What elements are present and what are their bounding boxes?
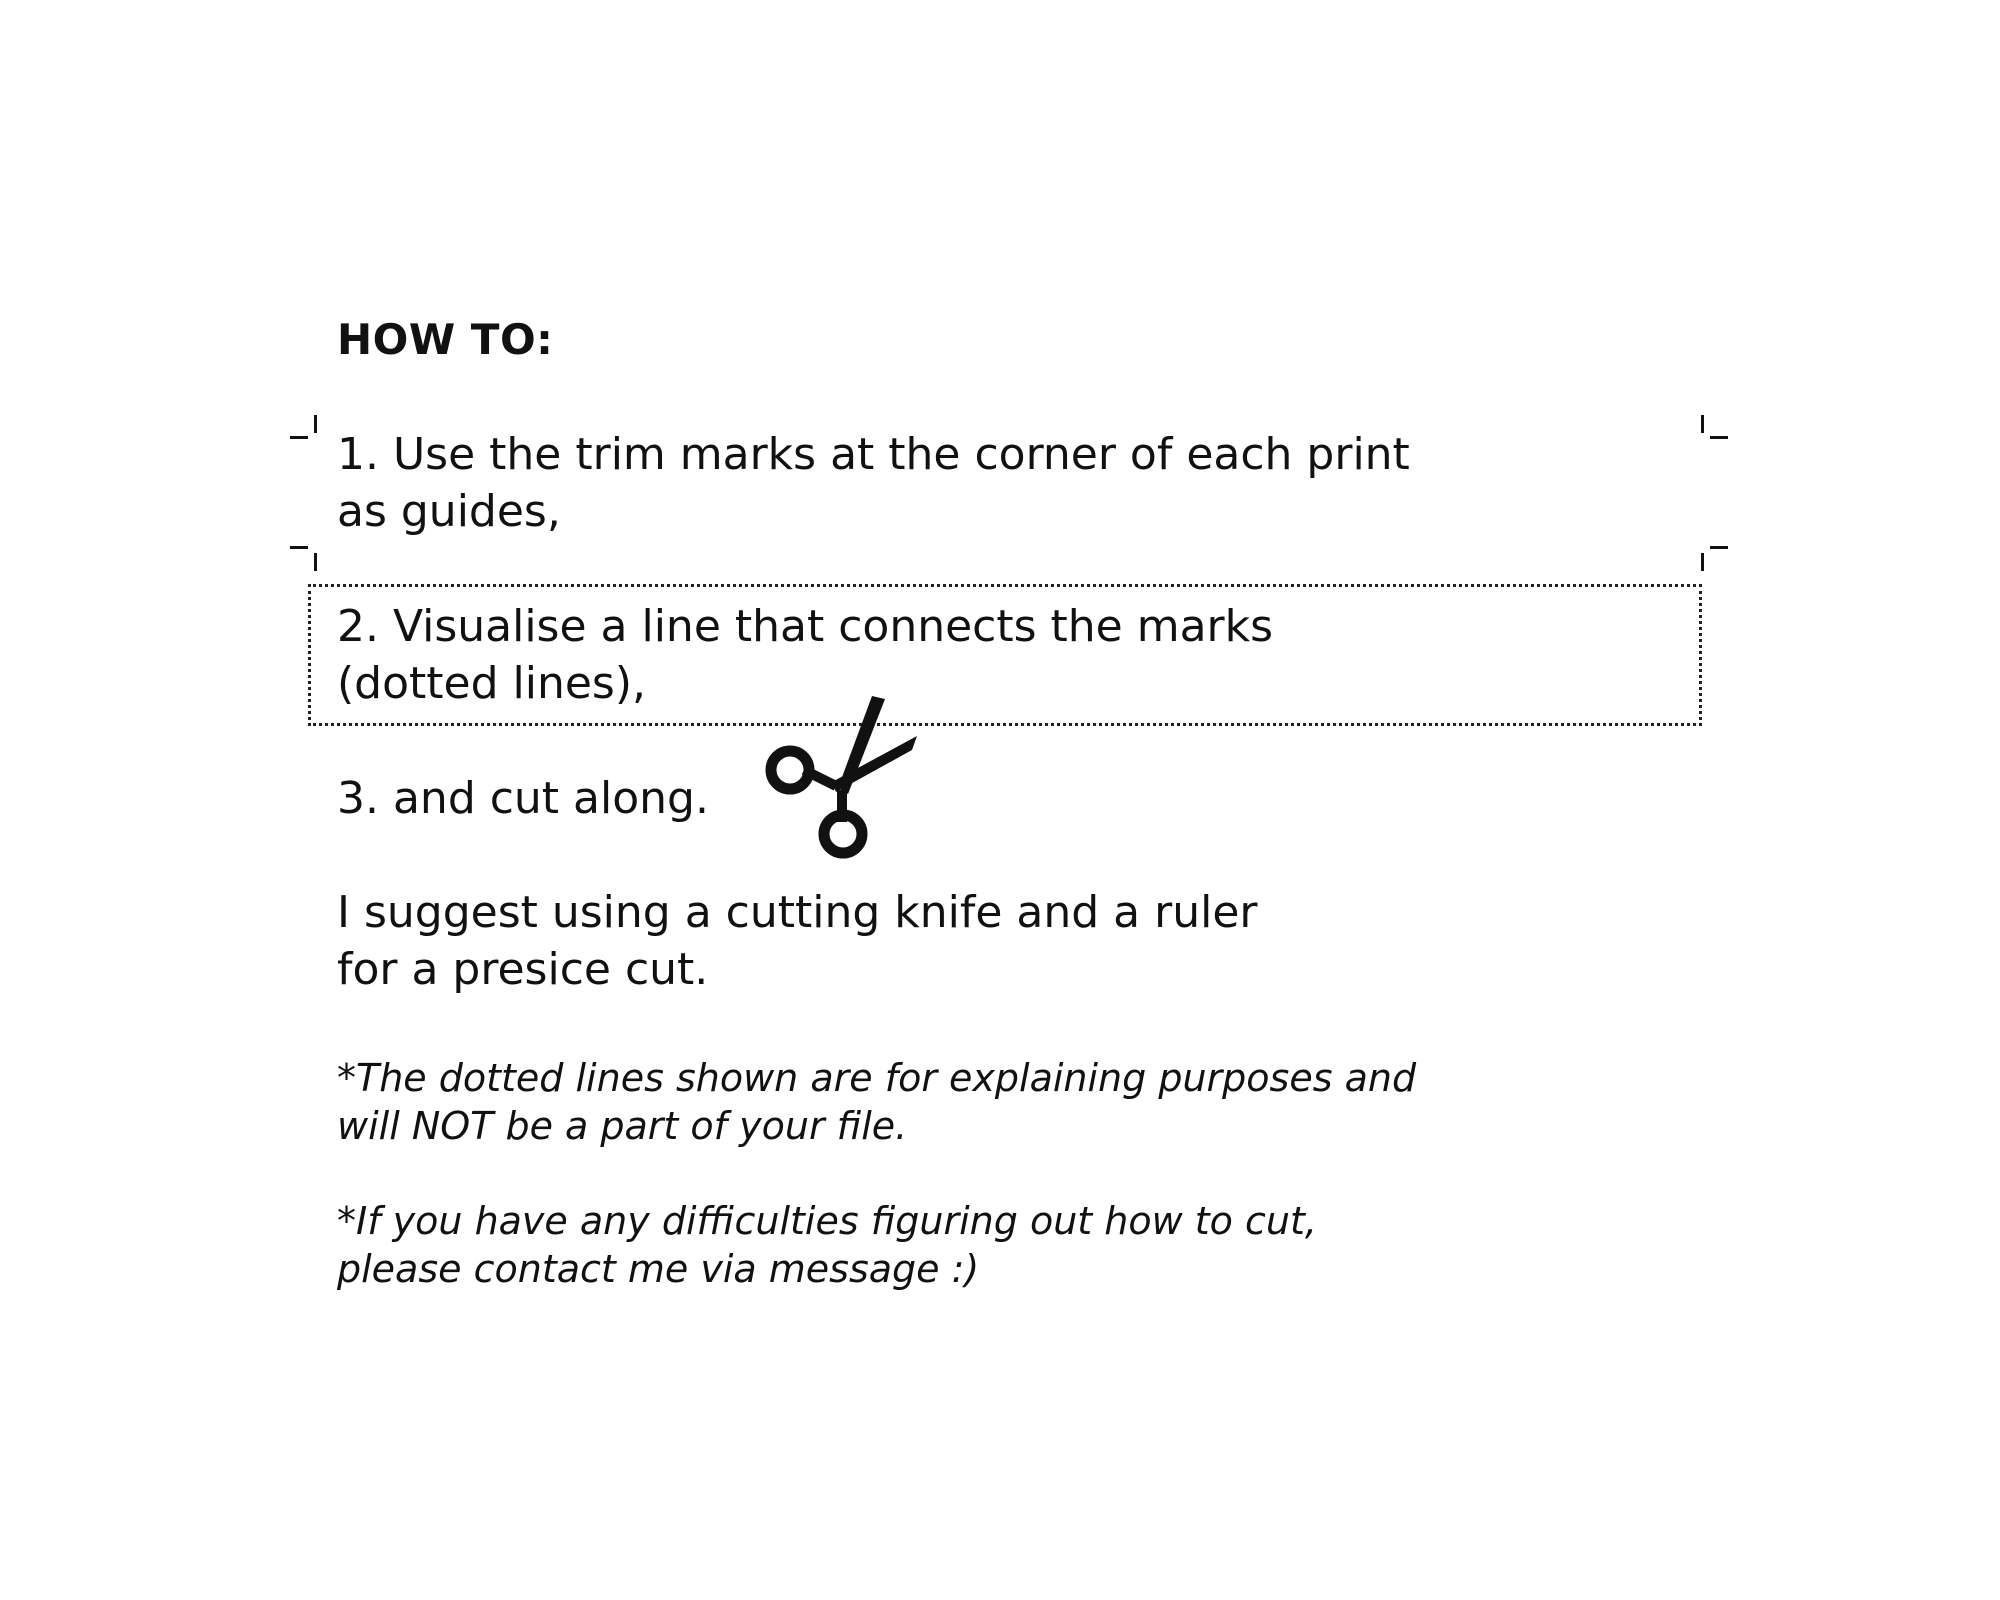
tip-line-1: I suggest using a cutting knife and a ruler — [337, 887, 1258, 938]
note-1-line-2: will NOT be a part of your file. — [337, 1104, 908, 1148]
step-1-line-1: 1. Use the trim marks at the corner of each print — [337, 429, 1410, 480]
note-2-line-1: *If you have any difficulties figuring out how to cut, — [337, 1199, 1317, 1243]
scissors-icon — [752, 690, 922, 860]
page-title: HOW TO: — [337, 315, 554, 364]
note-2-line-2: please contact me via message :) — [337, 1247, 980, 1291]
step-3 — [337, 770, 709, 827]
tip — [337, 884, 1257, 998]
step-3-line-1: 3. and cut along. — [337, 773, 709, 824]
step-2-line-2: (dotted lines), — [337, 658, 646, 709]
note-1-line-1: *The dotted lines shown are for explaining purposes and — [337, 1056, 1417, 1100]
tip-line-2: for a presice cut. — [337, 944, 709, 995]
note-contact — [337, 1197, 1317, 1293]
step-1 — [337, 426, 1410, 540]
note-dotted-lines — [337, 1054, 1416, 1150]
step-1-line-2: as guides, — [337, 486, 561, 537]
step-2-line-1: 2. Visualise a line that connects the marks — [337, 601, 1274, 652]
